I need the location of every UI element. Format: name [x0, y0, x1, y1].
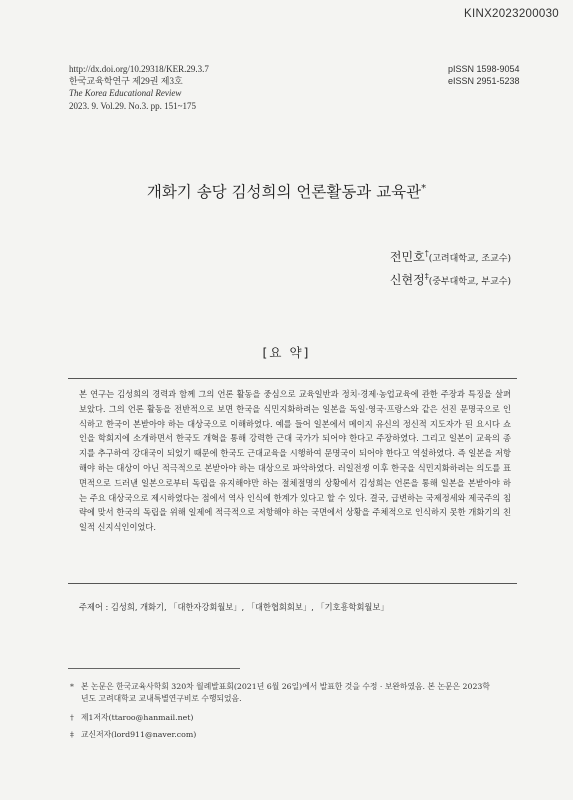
footnote-text: 본 논문은 한국교육사학회 320차 월례발표회(2021년 6월 26일)에서 발표한 것을 수정 · 보완하였음. 본 논문은 2023학	[81, 682, 490, 691]
author-1	[390, 248, 511, 265]
abstract-bottom-rule	[68, 583, 517, 584]
abstract-body: 본 연구는 김성희의 경력과 함께 그의 언론 활동을 중심으로 교육일반과 정치·경제·농업교육에 관한 주장과 특징을 살펴보았다. 그의 언론 활동을 전반적으로 보면 한국을 식민지화하려는 일본을 독일·영국·프랑스와 같은 선진 문명국으로 인식하고 한국이 본받아야 하는 대상국으로 이해하였다. 예를 들어 일본에서 메이지 유신의 정신적 지도자가 된 요시다 쇼인을 학회지에 소개하면서 한국도 개혁을 통해 강력한 근대 국가가 되어야 한다고 주장하였다. 그리고 일본이 교육의 종지를 추구하여 강대국이 되었기 때문에 한국도 근대교육을 시행하여 문명국이 되어야 한다고 역설하였다. 즉 일본을 저항해야 하는 대상이 아닌 적극적으로 본받아야 하는 대상으로 파악하였다. 러일전쟁 이후 한국을 식민지화하려는 의도를 표면적으로 드러낸 일본으로부터 독립을 유지해야만 하는 절체절명의 상황에서 김성희는 언론을 통해 일본을 본받아야 하는 주요 대상국으로 제시하였다는 점에서 역사 인식에 한계가 있다고 할 수 있다. 결국, 급변하는 국제정세와 제국주의 침략에 맞서 한국의 독립을 위해 일제에 적극적으로 저항해야 하는 국면에서 상황을 주체적으로 인식하지 못한 개화기의 친일적 신지식인이었다.	[79, 389, 511, 533]
footnote-mark: †	[70, 713, 74, 722]
author-mark: †	[424, 249, 429, 258]
title-text: 개화기 송당 김성희의 언론활동과 교육관	[146, 183, 422, 201]
footnote-rule	[68, 668, 240, 669]
paper-title	[0, 180, 573, 202]
issue-info: 2023. 9. Vol.29. No.3. pp. 151~175	[69, 100, 197, 111]
footnote-mark: ‡	[70, 730, 74, 739]
eissn: eISSN 2951-5238	[448, 76, 520, 87]
journal-name-kr: 한국교육학연구 제29권 제3호	[69, 76, 183, 87]
footnote-text-continued: 년도 고려대학교 교내특별연구비로 수행되었음.	[81, 694, 242, 703]
footnote-2	[70, 712, 193, 724]
title-footnote-mark: *	[421, 182, 427, 194]
abstract-heading: [요 약]	[262, 345, 311, 360]
footnote-text[interactable]: 교신저자(lord911@naver.com)	[81, 730, 197, 739]
pissn: pISSN 1598-9054	[448, 64, 520, 74]
journal-meta	[69, 63, 209, 112]
author-name: 전민호	[389, 250, 425, 264]
author-mark: ‡	[424, 272, 429, 281]
author-affiliation: (중부대학교, 부교수)	[428, 277, 511, 287]
author-name: 신현정	[389, 273, 425, 287]
issn-block	[448, 63, 520, 87]
footnote-mark: *	[70, 682, 74, 691]
author-2	[390, 271, 511, 288]
abstract-top-rule	[68, 378, 517, 379]
author-affiliation: (고려대학교, 조교수)	[428, 254, 511, 264]
journal-name-en: The Korea Educational Review	[69, 88, 182, 99]
doi-link[interactable]: http://dx.doi.org/10.29318/KER.29.3.7	[69, 64, 209, 74]
footnote-1	[70, 681, 520, 705]
footnote-text[interactable]: 제1저자(ttaroo@hanmail.net)	[81, 713, 194, 722]
keywords: 주제어 : 김성희, 개화기, 「대한자강회월보」, 「대한협회회보」, 「기호흥학회월보」	[79, 602, 389, 612]
footnote-3	[70, 729, 196, 741]
document-id: KINX2023200030	[464, 8, 559, 20]
